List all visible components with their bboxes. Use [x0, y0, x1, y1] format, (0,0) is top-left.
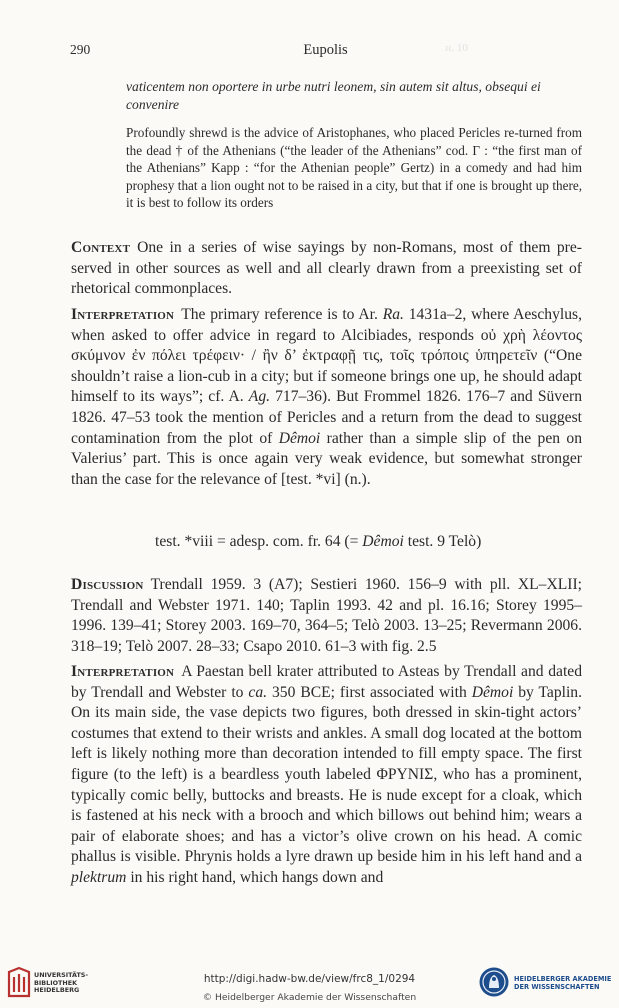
testimonium-heading [155, 533, 481, 551]
context-heading: Context [71, 239, 131, 256]
test-heading-text-1: test. *viii = adesp. com. fr. 64 (= [155, 533, 363, 550]
interp2-text-2: 350 BCE; first associated with [267, 683, 472, 701]
interp2-text-4: in his right hand, which hangs down and [126, 868, 384, 886]
interpretation-paragraph-2 [71, 662, 582, 889]
test-heading-text-2: test. 9 Telò) [403, 533, 482, 550]
translation-paragraph: Profoundly shrewd is the advice of Aristophanes, who placed Pericles re-turned from the dead † of the Athenians (“the leader of the Athenians” cod. Γ : “the first man of the Athenians” Kapp : “for the Athenian people” Gertz) in a comedy and had him prophesy that a lion ought not to be raised in a city, but that if one is brought up there, it is best to follow its orders [126, 125, 582, 211]
interp1-text-1: The primary reference is to Ar. [181, 306, 383, 323]
discussion-paragraph [71, 575, 582, 657]
hadw-line-2: DER WISSENSCHAFTEN [514, 983, 600, 992]
hadw-line-1: HEIDELBERGER AKADEMIE [514, 975, 612, 983]
interp2-text-3: by Taplin. On its main side, the vase depicts two figures, both dressed in skin-tight actors’ costumes that extend to their wrists and ankles. A small dog located at the bottom left is likely nothing more than decoration intended to fill empty space. The first figure (to the left) is a beardless youth labeled ΦΡΥΝΙΣ, who has a prominent, typically comic belly, buttocks and breasts. He is nude except for a cloak, which is fastened at his neck with a brooch and which billows out behind him; wears a pair of elaborate shoes; and has a victor’s olive crown on his head. A comic phallus is visible. Phrynis holds a lyre drawn up beside him in his left hand and a [71, 683, 583, 866]
interpretation-paragraph-1 [71, 305, 582, 490]
interp1-text-3: 717–36). But Frommel 1826. 176–7 and Süvern 1826. 47–53 took the mention of Pericles and a return from the dead to suggest contamination from the plot of [71, 388, 582, 447]
copyright-notice: © Heidelberger Akademie der Wissenschaften [202, 992, 417, 1003]
page-number: 290 [70, 42, 91, 57]
interp1-ag: Ag. [248, 388, 271, 406]
show-through-text: ᴊɪ. 10 [445, 42, 468, 54]
interp2-demoi: Dêmoi [471, 683, 514, 701]
interp1-text-4: rather than a simple slip of the pen on Valerius’ part. This is once again very weak evidence, but somewhat stronger than the case for the relevance of [test. *vi] (n.). [71, 429, 582, 488]
running-title: Eupolis [303, 42, 348, 58]
interp2-text-1: A Paestan bell krater attributed to Asteas by Trendall and dated by Trendall and Webster to [71, 663, 582, 701]
discussion-heading: Discussion [71, 576, 144, 593]
test-heading-demoi: Dêmoi [362, 533, 404, 550]
hadw-seal-icon [478, 966, 510, 998]
interp2-ca: ca. [248, 683, 268, 701]
latin-quotation: vaticentem non oportere in urbe nutri leonem, sin autem sit altus, obsequi ei convenire [126, 79, 541, 112]
permalink-url[interactable]: http://digi.hadw-bw.de/view/frc8_1/0294 [203, 973, 416, 985]
running-head [70, 42, 581, 62]
interp1-demoi: Dêmoi [278, 429, 321, 447]
interp2-plektrum: plektrum [71, 868, 127, 886]
context-text: One in a series of wise sayings by non-Romans, most of them pre-served in other sources as well and all clearly drawn from a preexisting set of rhetorical commonplaces. [71, 239, 582, 298]
context-paragraph [71, 238, 582, 300]
hadw-text [514, 975, 611, 991]
interp1-ra: Ra. [382, 306, 404, 323]
interpretation-heading: Interpretation [71, 306, 175, 323]
interpretation-heading: Interpretation [71, 663, 175, 680]
ub-heidelberg-text: UNIVERSITÄTS- BIBLIOTHEK HEIDELBERG [34, 971, 89, 995]
interp1-text-2: 1431a–2, where Aeschylus, when asked to offer advice in regard to Alcibiades, responds οὐ χρὴ λέοντος σκύμνον ἐν πόλει τρέφειν· / ἢν δ’ ἐκτραφῇ τις, τοῖς τρόποις ὑπηρετεῖν (“One shouldn’t raise a lion-cub in a city; but if someone brings one up, he should adapt himself to its ways”; cf. A. [71, 306, 582, 406]
discussion-text: Trendall 1959. 3 (A7); Sestieri 1960. 156–9 with pll. XL–XLII; Trendall and Webster 1971. 140; Taplin 1993. 42 and pl. 16.16; Storey 1995–1996. 139–41; Storey 2003. 169–70, 364–5; Telò 2003. 13–25; Revermann 2006. 318–19; Telò 2007. 28–33; Csapo 2010. 61–3 with fig. 2.5 [71, 576, 582, 655]
